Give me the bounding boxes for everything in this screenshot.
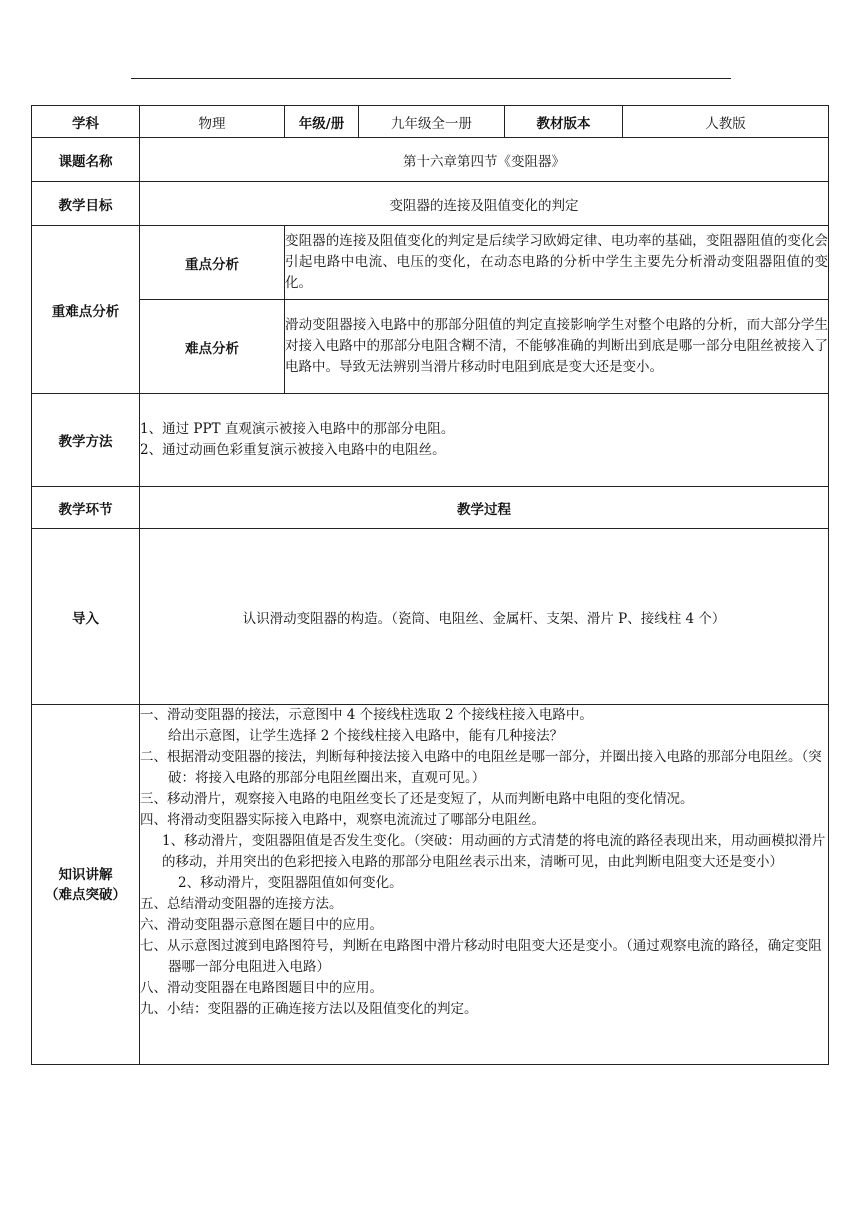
knowledge-item: 给出示意图，让学生选择 2 个接线柱接入电路中，能有几种接法？: [168, 728, 564, 744]
header-row: [32, 106, 829, 138]
edition-label: 教材版本: [505, 106, 623, 138]
knowledge-item: 七、从示意图过渡到电路图符号，判断在电路图中滑片移动时电阻变大还是变小。（通过观察电流的路径，确定变阻器哪一部分电阻进入电路）: [140, 938, 822, 975]
knowledge-item: 四、将滑动变阻器实际接入电路中，观察电流流过了哪部分电阻丝。: [140, 812, 545, 828]
goal-value: 变阻器的连接及阻值变化的判定: [140, 182, 829, 226]
knowledge-label-line2: （难点突破）: [45, 886, 126, 903]
intro-label: 导入: [32, 529, 140, 705]
analysis-label: 重难点分析: [32, 226, 140, 394]
knowledge-label-line1: 知识讲解: [58, 866, 113, 883]
knowledge-item: 二、根据滑动变阻器的接法，判断每种接法接入电路中的电阻丝是哪一部分，并圈出接入电路的那部分电阻丝。（突破：将接入电路的那部分电阻丝圈出来，直观可见。）: [140, 749, 822, 786]
process-row: [32, 487, 829, 529]
key-analysis-text: 变阻器的连接及阻值变化的判定是后续学习欧姆定律、电功率的基础，变阻器阻值的变化会引起电路中电流、电压的变化，在动态电路的分析中学生主要先分析滑动变阻器阻值的变化。: [285, 226, 829, 300]
knowledge-item: 1、移动滑片，变阻器阻值是否发生变化。（突破：用动画的方式清楚的将电流的路径表现出来，用动画模拟滑片的移动，并用突出的色彩把接入电路的那部分电阻丝表示出来，清晰可见，由此判断电阻变大还是变小）: [162, 833, 826, 870]
method-item: 2、通过动画色彩重复演示被接入电路中的电阻丝。: [140, 442, 446, 458]
subject-label: 学科: [32, 106, 140, 138]
knowledge-item: 2、移动滑片，变阻器阻值如何变化。: [178, 875, 403, 891]
method-row: [32, 394, 829, 487]
method-label: 教学方法: [32, 394, 140, 487]
difficult-analysis-text: 滑动变阻器接入电路中的那部分阻值的判定直接影响学生对整个电路的分析，而大部分学生对接入电路中的那部分电阻含糊不清，不能够准确的判断出到底是哪一部分电阻丝被接入了电路中。导致无法辨别当滑片移动时电阻到底是变大还是变小。: [285, 300, 829, 394]
knowledge-item: 一、滑动变阻器的接法，示意图中 4 个接线柱选取 2 个接线柱接入电路中。: [140, 707, 593, 723]
header-rule: [131, 78, 731, 79]
knowledge-item: 六、滑动变阻器示意图在题目中的应用。: [140, 917, 383, 933]
topic-label: 课题名称: [32, 138, 140, 182]
grade-label: 年级/册: [285, 106, 359, 138]
knowledge-item: 八、滑动变阻器在电路图题目中的应用。: [140, 980, 383, 996]
intro-text: 认识滑动变阻器的构造。（瓷筒、电阻丝、金属杆、支架、滑片 P、接线柱 4 个）: [140, 529, 829, 705]
goal-label: 教学目标: [32, 182, 140, 226]
grade-value: 九年级全一册: [359, 106, 505, 138]
intro-row: [32, 529, 829, 705]
edition-value: 人教版: [623, 106, 829, 138]
process-title: 教学过程: [140, 487, 829, 529]
knowledge-label: [32, 705, 140, 1065]
knowledge-item: 九、小结：变阻器的正确连接方法以及阻值变化的判定。: [140, 1001, 478, 1017]
process-label: 教学环节: [32, 487, 140, 529]
key-analysis-label: 重点分析: [140, 226, 285, 300]
method-list: [140, 394, 829, 487]
topic-row: [32, 138, 829, 182]
subject-value: 物理: [140, 106, 285, 138]
method-item: 1、通过 PPT 直观演示被接入电路中的那部分电阻。: [140, 421, 455, 437]
knowledge-item: 三、移动滑片，观察接入电路的电阻丝变长了还是变短了，从而判断电路中电阻的变化情况。: [140, 791, 694, 807]
key-analysis-row: [32, 226, 829, 300]
difficult-analysis-row: [32, 300, 829, 394]
knowledge-item: 五、总结滑动变阻器的连接方法。: [140, 896, 343, 912]
lesson-plan-table: [31, 105, 829, 1065]
goal-row: [32, 182, 829, 226]
knowledge-list: [140, 705, 829, 1065]
topic-value: 第十六章第四节《变阻器》: [140, 138, 829, 182]
knowledge-row: [32, 705, 829, 1065]
difficult-analysis-label: 难点分析: [140, 300, 285, 394]
